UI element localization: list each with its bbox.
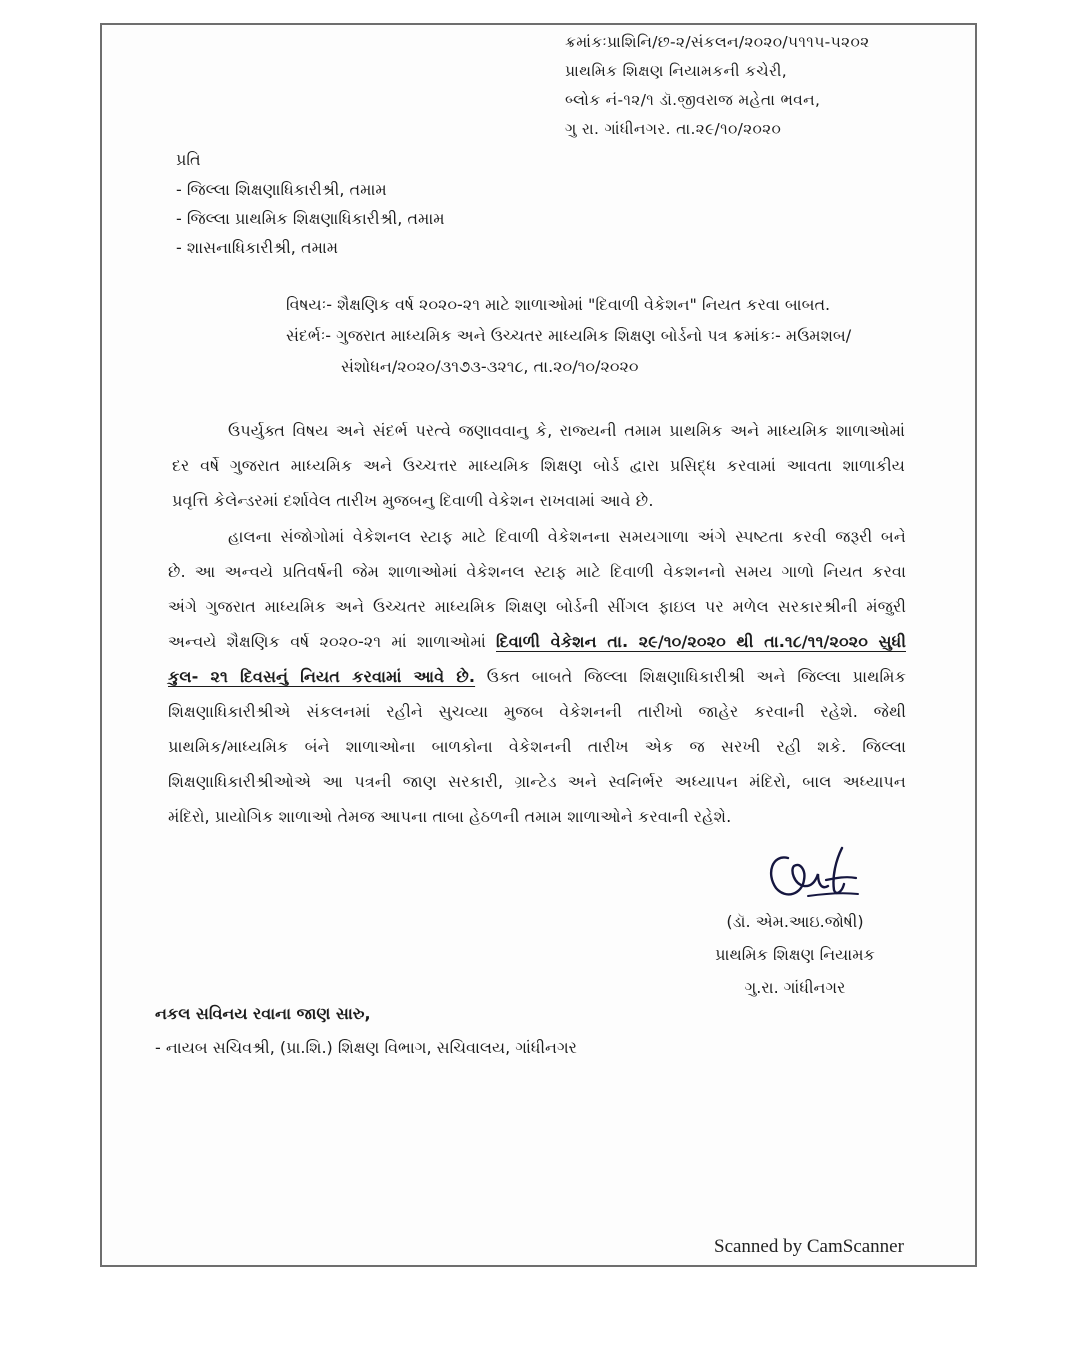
office-name: પ્રાથમિક શિક્ષણ નિયામકની કચેરી, — [565, 62, 787, 80]
paragraph-1 — [172, 413, 905, 518]
office-address: બ્લોક નં-૧૨/૧ ડૉ.જીવરાજ મહેતા ભવન, — [565, 91, 821, 109]
paragraph-line: પ્રાથમિક/માધ્યમિક બંને શાળાઓના બાળકોના વેકેશનની તારીખ એક જ સરખી રહી શકે. જિલ્લા — [168, 737, 906, 756]
copy-to-heading: નકલ સવિનય રવાના જાણ સારુ, — [155, 1004, 371, 1023]
signatory-designation: પ્રાથમિક શિક્ષણ નિયામક — [715, 945, 875, 964]
recipient-item: - જિલ્લા પ્રાથમિક શિક્ષણાધિકારીશ્રી, તમામ — [176, 209, 445, 228]
paragraph-line: મંદિરો, પ્રાયોગિક શાળાઓ તેમજ આપના તાબા હેઠળની તમામ શાળાઓને કરવાની રહેશે. — [168, 807, 732, 826]
paragraph-line: હાલના સંજોગોમાં વેકેશનલ સ્ટાફ માટે દિવાળી વેકેશનના સમયગાળા અંગે સ્પષ્ટતા કરવી જરૂરી બને — [228, 527, 906, 546]
paragraph-line: છે. આ અન્વયે પ્રતિવર્ષની જેમ શાળાઓમાં વેકેશનલ સ્ટાફ માટે દિવાળી વેકશનનો સમય ગાળો નિયત કરવા — [168, 562, 906, 581]
city-date: ગુ રા. ગાંધીનગર. તા.૨૯/૧૦/૨૦૨૦ — [565, 120, 782, 138]
recipient-item: - જિલ્લા શિક્ષણાધિકારીશ્રી, તમામ — [176, 180, 387, 199]
reference-number: ક્રમાંકઃપ્રાશિનિ/છ-૨/સંકલન/૨૦૨૦/૫૧૧૫-૫૨૦૨ — [565, 33, 870, 51]
copy-to-item: - નાયબ સચિવશ્રી, (પ્રા.શિ.) શિક્ષણ વિભાગ, સચિવાલય, ગાંધીનગર — [155, 1038, 577, 1057]
signatory-name: (ડૉ. એમ.આઇ.જોષી) — [726, 912, 864, 931]
reference-line-2: સંશોધન/૨૦૨૦/૩૧૭૩-૩૨૧૮, તા.૨૦/૧૦/૨૦૨૦ — [341, 357, 639, 376]
vacation-days-highlight: કુલ- ૨૧ દિવસનું નિયત કરવામાં આવે છે. — [168, 667, 476, 686]
subject-line: વિષયઃ- શૈક્ષણિક વર્ષ ૨૦૨૦-૨૧ માટે શાળાઓમાં "દિવાળી વેકેશન" નિયત કરવા બાબત. — [286, 295, 831, 314]
handwritten-signature — [760, 840, 870, 910]
vacation-dates-highlight: દિવાળી વેકેશન તા. ૨૯/૧૦/૨૦૨૦ થી તા.૧૮/૧૧/૨૦૨૦ સુધી — [496, 632, 906, 651]
paragraph-line: અંગે ગુજરાત માધ્યમિક અને ઉચ્ચતર માધ્યમિક શિક્ષણ બોર્ડની સીંગલ ફાઇલ પર મળેલ સરકારશ્રીની મંજુરી — [168, 597, 906, 616]
paragraph-line: ઉપર્યુક્ત વિષય અને સંદર્ભ પરત્વે જણાવવાનુ કે, રાજ્યની તમામ પ્રાથમિક અને માધ્યમિક શાળાઓમાં — [228, 421, 905, 440]
scanner-watermark: Scanned by CamScanner — [714, 1236, 904, 1257]
paragraph-line: શિક્ષણાધિકારીશ્રીઓએ આ પત્રની જાણ સરકારી, ગ્રાન્ટેડ અને સ્વનિર્ભર અધ્યાપન મંદિરો, બાલ અધ્યાપન — [168, 772, 906, 791]
paragraph-line: પ્રવૃત્તિ કેલેન્ડરમાં દર્શાવેલ તારીખ મુજબનુ દિવાળી વેકેશન રાખવામાં આવે છે. — [172, 491, 654, 510]
recipient-item: - શાસનાધિકારીશ્રી, તમામ — [176, 238, 339, 257]
paragraph-line-with-days — [168, 659, 906, 694]
reference-line-1: સંદર્ભઃ- ગુજરાત માધ્યમિક અને ઉચ્ચતર માધ્યમિક શિક્ષણ બોર્ડનો પત્ર ક્રમાંકઃ- મઉમશબ/ — [286, 326, 852, 345]
paragraph-text: ઉક્ત બાબતે જિલ્લા શિક્ષણાધિકારીશ્રી અને જિલ્લા પ્રાથમિક — [475, 667, 906, 686]
paragraph-text: અન્વયે શૈક્ષણિક વર્ષ ૨૦૨૦-૨૧ માં શાળાઓમાં — [168, 632, 496, 651]
signatory-place: ગુ.રા. ગાંધીનગર — [744, 978, 846, 997]
paragraph-line-with-dates — [168, 624, 906, 659]
paragraph-line: દર વર્ષે ગુજરાત માધ્યમિક અને ઉચ્ચત્તર માધ્યમિક શિક્ષણ બોર્ડ દ્વારા પ્રસિદ્ધ કરવામાં આવતા શાળાકીય — [172, 456, 905, 475]
paragraph-2 — [168, 519, 906, 834]
prati-label: પ્રતિ — [176, 150, 201, 169]
paragraph-line: શિક્ષણાધિકારીશ્રીએ સંકલનમાં રહીને સુચવ્યા મુજબ વેકેશનની તારીખો જાહેર કરવાની રહેશે. જેથી — [168, 702, 906, 721]
